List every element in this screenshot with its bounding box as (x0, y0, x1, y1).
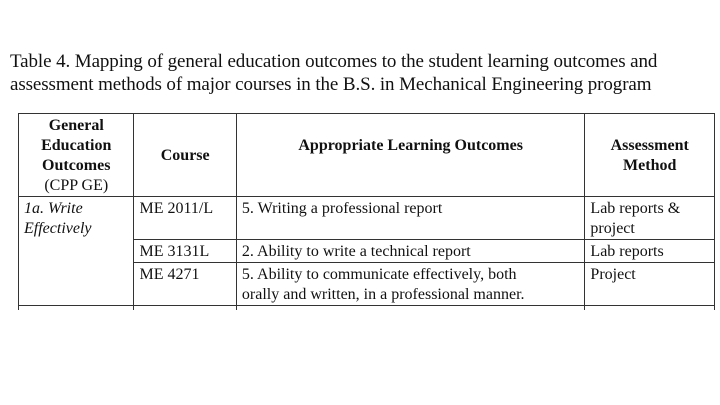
outcome-cell (236, 240, 585, 263)
header-learning-outcomes: Appropriate Learning Outcomes (236, 114, 585, 197)
course-cell: ME 3131L (134, 240, 236, 263)
table-continuation-row (19, 306, 715, 311)
outcome-line-1: 5. Writing a professional report (241, 200, 443, 217)
method-cell (585, 263, 715, 306)
outcome-cell (236, 197, 585, 240)
header-ge-line-4: (CPP GE) (44, 177, 109, 194)
header-ge-outcomes (19, 114, 134, 197)
course-cell: ME 4271 (134, 263, 236, 306)
outcome-line-1: 2. Ability to write a technical report (241, 243, 471, 260)
course-cell: ME 2011/L (134, 197, 236, 240)
header-ge-line-3: Outcomes (42, 157, 111, 174)
method-line-1: Project (590, 266, 636, 283)
table-caption (10, 50, 714, 96)
continuation-cell (19, 306, 134, 311)
continuation-cell (236, 306, 585, 311)
header-method-line-2: Method (623, 157, 677, 174)
header-method-line-1: Assessment (610, 137, 689, 154)
method-line-1: Lab reports (590, 243, 664, 260)
caption-line-2: assessment methods of major courses in the B.S. in Mechanical Engineering program (10, 74, 652, 95)
continuation-cell (585, 306, 715, 311)
header-ge-line-1: General (48, 117, 104, 134)
table-header-row (19, 114, 715, 197)
outcome-cell (236, 263, 585, 306)
method-cell (585, 197, 715, 240)
continuation-cell (134, 306, 236, 311)
outcome-line-1: 5. Ability to communicate effectively, both (241, 266, 517, 283)
ge-outcome-line-1: 1a. Write (24, 200, 83, 217)
method-cell (585, 240, 715, 263)
outcome-line-2: orally and written, in a professional manner. (241, 286, 525, 303)
table-row (19, 197, 715, 240)
ge-outcome-cell (19, 197, 134, 306)
header-course: Course (134, 114, 236, 197)
caption-line-1: Table 4. Mapping of general education outcomes to the student learning outcomes and (10, 51, 658, 72)
ge-outcome-line-2: Effectively (24, 220, 92, 237)
header-assessment-method (585, 114, 715, 197)
header-ge-line-2: Education (41, 137, 112, 154)
method-line-1: Lab reports & (590, 200, 681, 217)
outcomes-table (18, 113, 715, 310)
method-line-2: project (590, 220, 635, 237)
